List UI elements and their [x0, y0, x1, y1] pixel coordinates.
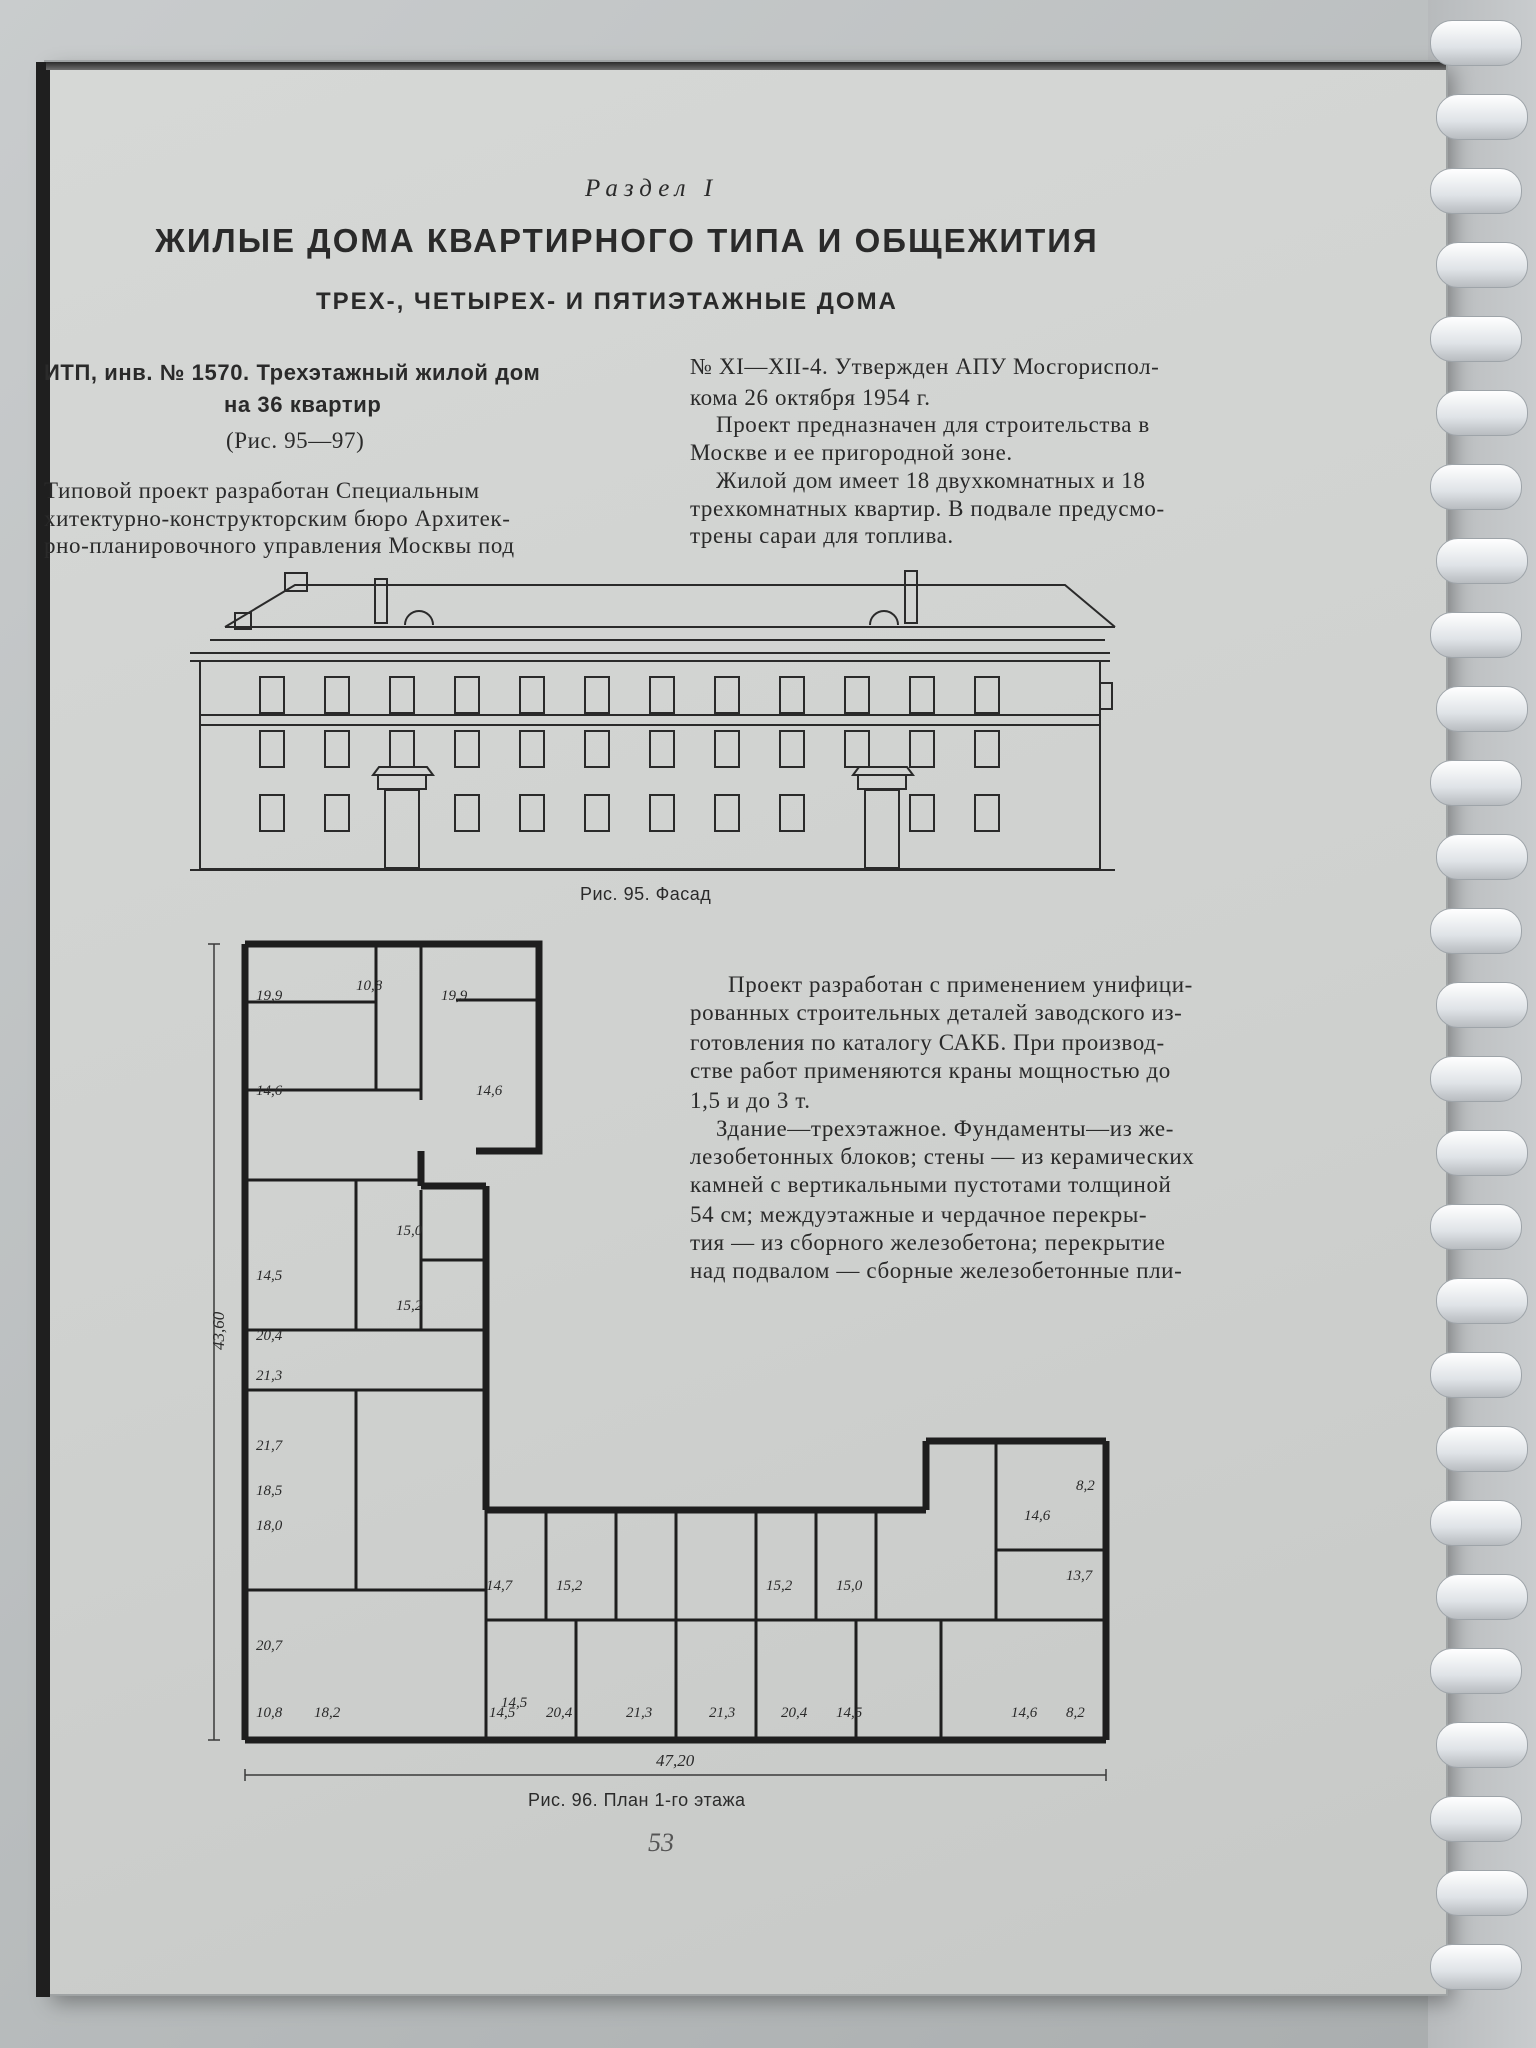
facade-window [975, 677, 999, 713]
section-label: Раздел I [585, 175, 719, 202]
room-area-label: 10,8 [356, 978, 383, 994]
page-number: 53 [648, 1828, 674, 1857]
room-area-label: 14,5 [256, 1268, 283, 1284]
facade-window [455, 795, 479, 831]
room-area-label: 21,7 [256, 1438, 283, 1454]
facade-window [390, 677, 414, 713]
body-line: рованных строительных деталей заводского из- [690, 1000, 1183, 1025]
room-area-label: 21,3 [626, 1705, 653, 1721]
room-area-label: 14,6 [476, 1083, 503, 1099]
room-area-label: 13,7 [1066, 1568, 1093, 1584]
room-area-label: 20,7 [256, 1638, 283, 1654]
room-area-label: 14,5 [489, 1705, 516, 1721]
left-column-line: рно-планировочного управления Москвы под [44, 533, 515, 558]
left-column-line: Типовой проект разработан Специальным [44, 478, 480, 503]
spiral-loop [1430, 612, 1522, 658]
spiral-loop [1436, 1130, 1528, 1176]
body-line: стве работ применяются краны мощностью до [690, 1058, 1171, 1083]
room-area-label: 14,5 [836, 1705, 863, 1721]
article-heading-line: ИТП, инв. № 1570. Трехэтажный жилой дом [44, 360, 541, 385]
facade-window [325, 731, 349, 767]
facade-window [520, 795, 544, 831]
facade-window [975, 795, 999, 831]
spiral-loop [1436, 1574, 1528, 1620]
facade-window [325, 795, 349, 831]
room-area-label: 14,7 [486, 1578, 513, 1594]
right-column-line: трены сараи для топлива. [690, 523, 954, 548]
spiral-loop [1436, 242, 1528, 288]
spiral-loop [1436, 1870, 1528, 1916]
spiral-loop [1430, 1500, 1522, 1546]
facade-window [325, 677, 349, 713]
facade-window [520, 731, 544, 767]
spiral-loop [1430, 908, 1522, 954]
facade-drawing [185, 565, 1120, 875]
facade-window [650, 795, 674, 831]
spiral-loop [1436, 538, 1528, 584]
room-area-label: 18,2 [314, 1705, 341, 1721]
facade-window [975, 731, 999, 767]
spiral-loop [1430, 20, 1522, 66]
room-area-label: 21,3 [709, 1705, 736, 1721]
facade-window [260, 731, 284, 767]
spiral-loop [1436, 982, 1528, 1028]
spiral-loop [1436, 1426, 1528, 1472]
room-area-label: 19,9 [256, 988, 283, 1004]
spiral-loop [1430, 1944, 1522, 1990]
room-area-label: 14,6 [256, 1083, 283, 1099]
spiral-loop [1430, 1352, 1522, 1398]
body-line: Здание—трехэтажное. Фундаменты—из же- [716, 1116, 1174, 1141]
room-area-label: 18,5 [256, 1483, 283, 1499]
figure-96-caption: Рис. 96. План 1-го этажа [528, 1790, 746, 1810]
right-column-line: трехкомнатных квартир. В подвале предусмо- [690, 496, 1165, 521]
spiral-loop [1430, 1204, 1522, 1250]
spiral-loop [1430, 1056, 1522, 1102]
page-shadow-edge [36, 62, 50, 1997]
spiral-loop [1430, 464, 1522, 510]
room-area-label: 10,8 [256, 1705, 283, 1721]
spiral-loop [1436, 1278, 1528, 1324]
facade-window [780, 795, 804, 831]
room-area-label: 18,0 [256, 1518, 283, 1534]
room-area-label: 15,2 [396, 1298, 423, 1314]
facade-window [585, 731, 609, 767]
subtitle: ТРЕХ-, ЧЕТЫРЕХ- И ПЯТИЭТАЖНЫЕ ДОМА [316, 288, 898, 315]
facade-window [910, 731, 934, 767]
facade-window [715, 731, 739, 767]
plan-width-dimension: 47,20 [656, 1751, 695, 1770]
facade-window [585, 795, 609, 831]
spiral-loop [1436, 94, 1528, 140]
spiral-loop [1430, 1796, 1522, 1842]
room-area-label: 15,2 [766, 1578, 793, 1594]
spiral-loop [1436, 1722, 1528, 1768]
facade-window [585, 677, 609, 713]
right-column-line: Жилой дом имеет 18 двухкомнатных и 18 [716, 468, 1146, 493]
article-heading-line: на 36 квартир [224, 392, 382, 417]
facade-window [650, 731, 674, 767]
room-area-label: 20,4 [781, 1705, 808, 1721]
facade-window [260, 795, 284, 831]
body-line: над подвалом — сборные железобетонные пли- [690, 1258, 1183, 1283]
spiral-loop [1430, 760, 1522, 806]
right-column-line: Москве и ее пригородной зоне. [690, 440, 1013, 465]
facade-window [845, 677, 869, 713]
room-area-label: 8,2 [1076, 1478, 1095, 1494]
body-line: тия — из сборного железобетона; перекрытие [690, 1230, 1166, 1255]
facade-window [455, 731, 479, 767]
left-column-line: хитектурно-конструкторским бюро Архитек- [44, 506, 511, 531]
room-area-label: 15,0 [396, 1223, 423, 1239]
room-area-label: 15,0 [836, 1578, 863, 1594]
room-area-label: 14,6 [1011, 1705, 1038, 1721]
figure-95-caption: Рис. 95. Фасад [580, 884, 712, 904]
body-line: 1,5 и до 3 т. [690, 1088, 811, 1113]
room-area-label: 20,4 [256, 1328, 283, 1344]
body-line: готовления по каталогу САКБ. При производ- [690, 1030, 1165, 1055]
facade-window [780, 677, 804, 713]
spiral-loop [1436, 834, 1528, 880]
spiral-loop [1430, 1648, 1522, 1694]
body-line: камней с вертикальными пустотами толщиной [690, 1172, 1172, 1197]
facade-window [455, 677, 479, 713]
room-area-label: 14,5 [501, 1695, 528, 1711]
facade-window [780, 731, 804, 767]
facade-window [390, 731, 414, 767]
room-area-label: 21,3 [256, 1368, 283, 1384]
room-area-label: 14,6 [1024, 1508, 1051, 1524]
right-column-line: № XI—XII-4. Утвержден АПУ Мосгориспол- [690, 354, 1160, 379]
room-area-label: 15,2 [556, 1578, 583, 1594]
room-area-label: 19,9 [441, 988, 468, 1004]
figure-reference: (Рис. 95—97) [226, 428, 365, 453]
facade-window [520, 677, 544, 713]
facade-window [910, 677, 934, 713]
main-title: ЖИЛЫЕ ДОМА КВАРТИРНОГО ТИПА И ОБЩЕЖИТИЯ [155, 222, 1099, 259]
facade-window [910, 795, 934, 831]
body-line: лезобетонных блоков; стены — из керамических [690, 1144, 1195, 1169]
body-line: Проект разработан с применением унифици- [728, 972, 1193, 997]
page-top-edge [46, 62, 1446, 70]
room-area-label: 8,2 [1066, 1705, 1085, 1721]
body-line: 54 см; междуэтажные и чердачное перекры- [690, 1202, 1148, 1227]
plan-height-dimension: 43,60 [209, 1311, 228, 1350]
spiral-loop [1436, 390, 1528, 436]
spiral-loop [1430, 316, 1522, 362]
right-column-line: Проект предназначен для строительства в [716, 412, 1150, 437]
facade-window [715, 677, 739, 713]
spiral-loop [1436, 686, 1528, 732]
facade-window [845, 731, 869, 767]
facade-window [715, 795, 739, 831]
spiral-loop [1430, 168, 1522, 214]
right-column-line: кома 26 октября 1954 г. [690, 385, 931, 410]
facade-window [650, 677, 674, 713]
room-area-label: 20,4 [546, 1705, 573, 1721]
facade-window [260, 677, 284, 713]
